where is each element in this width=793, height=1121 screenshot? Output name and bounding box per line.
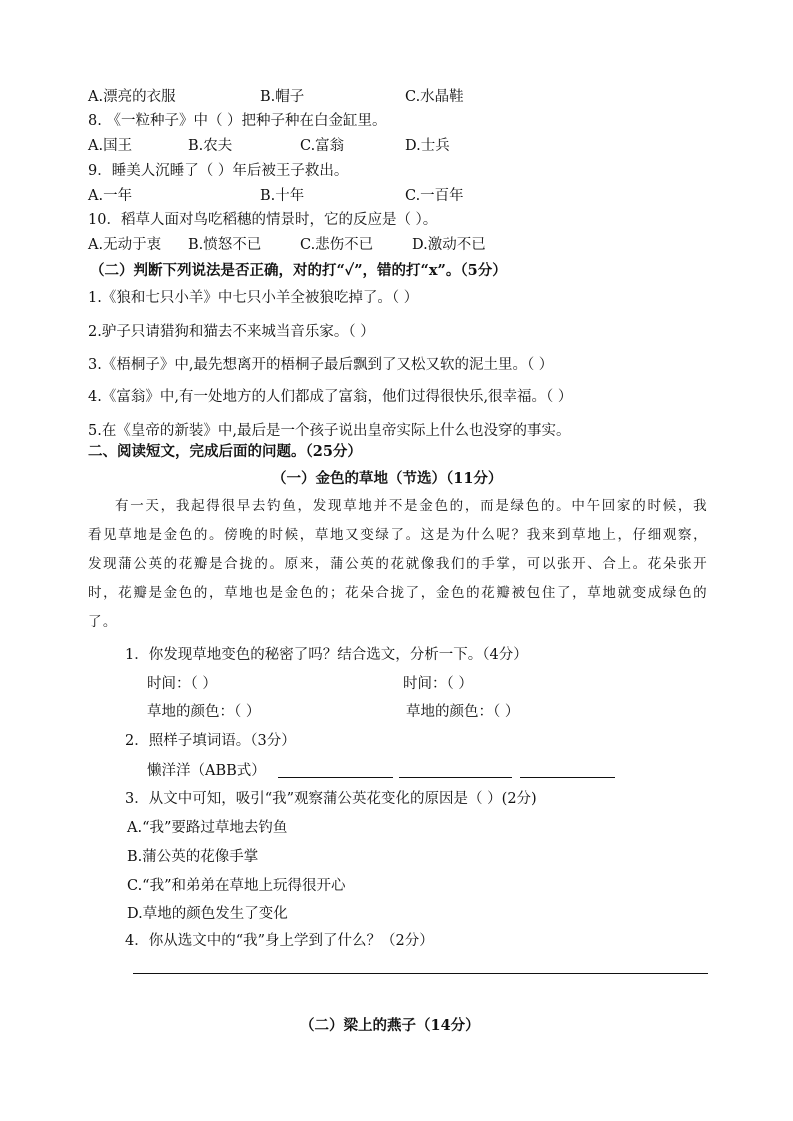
word-blank-2[interactable] (399, 777, 512, 778)
reading-q3-option-c: C.“我”和弟弟在草地上玩得很开心 (127, 878, 346, 894)
q8-option-c: C.富翁 (300, 138, 345, 154)
judge-item-3: 3.《梧桐子》中,最先想离开的梧桐子最后飘到了又松又软的泥土里。（ ） (88, 357, 554, 373)
reading-q1-color-right: 草地的颜色：（ ） (406, 704, 520, 720)
q8-option-d: D.士兵 (405, 138, 450, 154)
passage1-text: 有一天，我起得很早去钓鱼，发现草地并不是金色的，而是绿色的。中午回家的时候，我看见草地是金色的。傍晚的时候，草地又变绿了。这是为什么呢？我来到草地上，仔细观察，发现蒲公英的花瓣是合拢的。原来，蒲公英的花就像我们的手掌，可以张开、合上。花朵张开时，花瓣是金色的，草地也是金色的；花朵合拢了，金色的花瓣被包住了，草地就变成绿色的了。 (88, 498, 708, 630)
q8-stem: 8. 《一粒种子》中（ ）把种子种在白金缸里。 (88, 113, 387, 129)
reading-q2-stem: 2．照样子填词语。（3分） (125, 733, 296, 749)
reading-q3-option-d: D.草地的颜色发生了变化 (127, 906, 288, 922)
q10-stem: 10．稻草人面对鸟吃稻穗的情景时，它的反应是（ ）。 (88, 212, 438, 228)
answer-line[interactable] (133, 973, 708, 974)
q8-option-b: B.农夫 (188, 138, 233, 154)
reading-q3-option-b: B.蒲公英的花像手掌 (127, 849, 259, 865)
q10-option-c: C.悲伤不已 (300, 237, 374, 253)
q8-option-a: A.国王 (88, 138, 133, 154)
reading-section-header: 二、阅读短文，完成后面的问题。（25分） (88, 443, 362, 460)
reading-q3-stem: 3．从文中可知，吸引“我”观察蒲公英花变化的原因是（ ）(2分) (125, 791, 537, 807)
judge-item-5: 5.在《皇帝的新装》中,最后是一个孩子说出皇帝实际上什么也没穿的事实。 (88, 423, 571, 439)
reading-q1-color-left: 草地的颜色：（ ） (147, 704, 261, 720)
reading-q2-example: 懒洋洋（ABB式） (147, 763, 266, 779)
reading-q1-stem: 1．你发现草地变色的秘密了吗？结合选文，分析一下。（4分） (125, 647, 528, 663)
passage1-title: （一）金色的草地（节选）（11分） (272, 470, 503, 487)
q9-option-b: B.十年 (260, 188, 305, 204)
reading-q1-time-right: 时间：（ ） (403, 676, 473, 692)
reading-q3-option-a: A.“我”要路过草地去钓鱼 (127, 820, 288, 836)
reading-q4-stem: 4．你从选文中的“我”身上学到了什么？（2分） (125, 933, 434, 949)
q9-option-a: A.一年 (88, 188, 133, 204)
q7-option-a: A.漂亮的衣服 (88, 89, 176, 105)
judge-item-1: 1.《狼和七只小羊》中七只小羊全被狼吃掉了。（ ） (88, 290, 419, 306)
judge-item-4: 4.《富翁》中,有一处地方的人们都成了富翁，他们过得很快乐,很幸福。（ ） (88, 389, 573, 405)
word-blank-1[interactable] (278, 777, 393, 778)
judge-section-header: （二）判断下列说法是否正确，对的打“✓”，错的打“x”。（5分） (90, 262, 507, 279)
q10-option-a: A.无动于衷 (88, 237, 162, 253)
q9-stem: 9．睡美人沉睡了（ ）年后被王子救出。 (88, 163, 349, 179)
q10-option-d: D.激动不已 (412, 237, 486, 253)
q9-option-c: C.一百年 (405, 188, 464, 204)
word-blank-3[interactable] (520, 777, 615, 778)
q7-option-b: B.帽子 (260, 89, 305, 105)
judge-item-2: 2.驴子只请猎狗和猫去不来城当音乐家。（ ） (88, 324, 375, 340)
q10-option-b: B.愤怒不已 (188, 237, 262, 253)
passage2-title: （二）梁上的燕子（14分） (300, 1017, 480, 1034)
reading-q1-time-left: 时间：（ ） (147, 676, 217, 692)
q7-option-c: C.水晶鞋 (405, 89, 464, 105)
